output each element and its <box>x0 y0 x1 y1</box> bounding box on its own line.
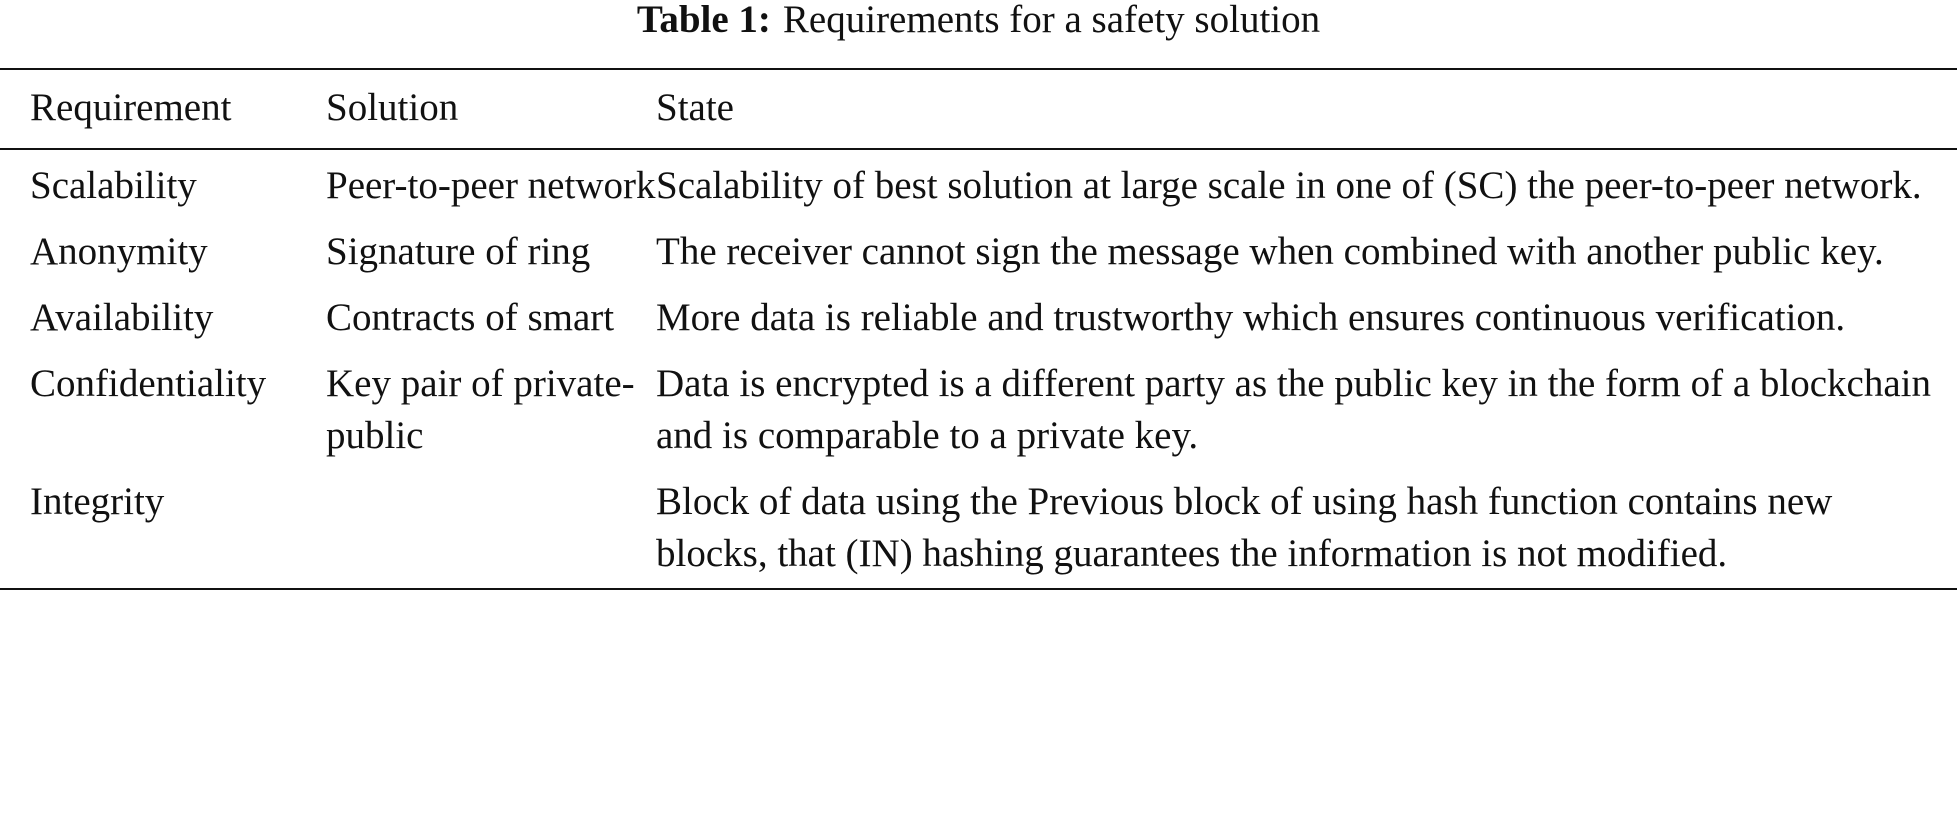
cell-requirement: Confidentiality <box>30 362 267 405</box>
table-row <box>0 149 1957 226</box>
cell-state: Scalability of best solution at large scale in one of (SC) the peer-to-peer network. <box>656 164 1922 207</box>
table-caption <box>0 0 1957 46</box>
header-solution: Solution <box>326 86 459 129</box>
cell-solution: Contracts of smart <box>326 296 615 339</box>
cell-solution: Key pair of private-public <box>326 362 635 457</box>
table-row <box>0 476 1957 589</box>
cell-requirement: Anonymity <box>30 230 208 273</box>
cell-solution: Signature of ring <box>326 230 591 273</box>
header-requirement: Requirement <box>30 86 232 129</box>
cell-state: Data is encrypted is a different party as the public key in the form of a blockchain and is comparable to a private key. <box>656 362 1932 457</box>
cell-state: Block of data using the Previous block of using hash function contains new blocks, that (IN) hashing guarantees the information is not modified. <box>656 480 1833 575</box>
cell-solution <box>326 476 656 589</box>
cell-state: The receiver cannot sign the message when combined with another public key. <box>656 230 1884 273</box>
cell-state: More data is reliable and trustworthy which ensures continuous verification. <box>656 296 1846 339</box>
cell-requirement: Scalability <box>30 164 197 207</box>
table-row <box>0 292 1957 358</box>
table-header-row <box>0 69 1957 149</box>
table-caption-text: Requirements for a safety solution <box>782 0 1321 41</box>
table-caption-label: Table 1: <box>636 0 771 41</box>
table-row <box>0 226 1957 292</box>
requirements-table <box>0 68 1957 590</box>
header-state: State <box>656 86 734 129</box>
cell-requirement: Availability <box>30 296 214 339</box>
table-row <box>0 358 1957 476</box>
cell-solution: Peer-to-peer network <box>326 164 656 207</box>
cell-requirement: Integrity <box>30 480 165 523</box>
